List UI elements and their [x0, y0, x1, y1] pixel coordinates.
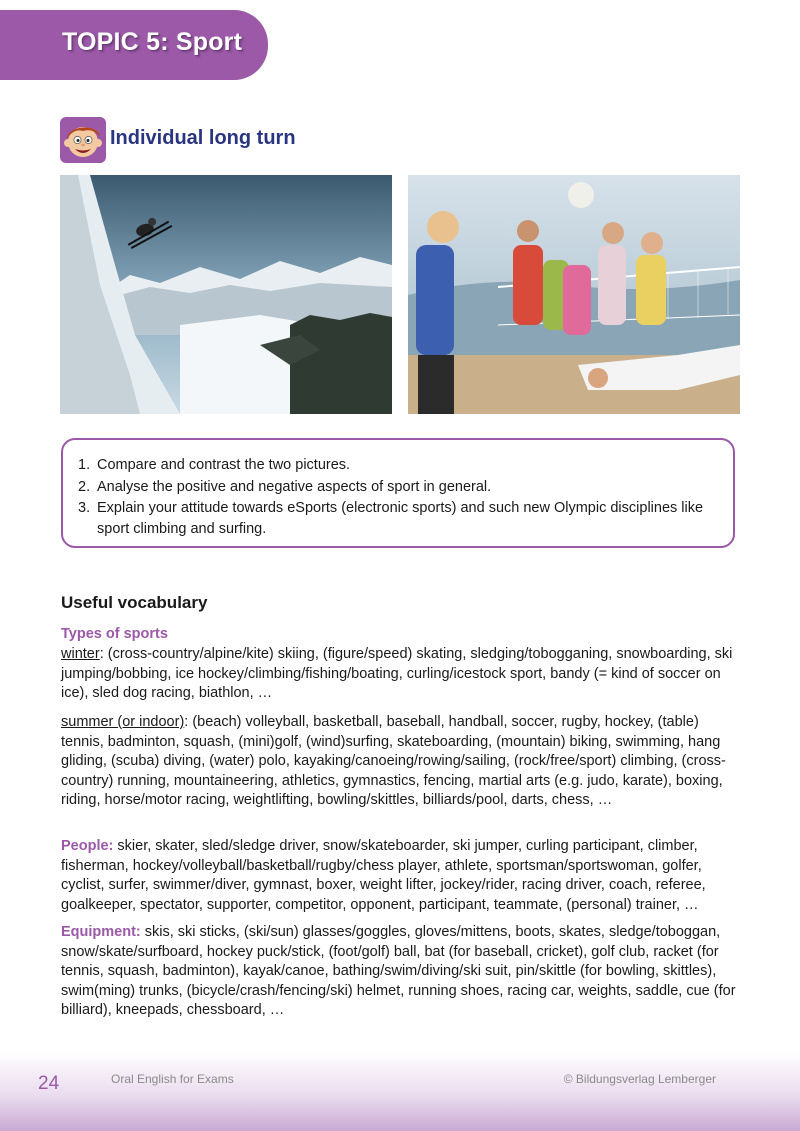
equipment-paragraph — [61, 923, 743, 1021]
topic-title: TOPIC 5: Sport — [62, 28, 243, 56]
copyright: © Bildungsverlag Lemberger — [563, 1072, 716, 1086]
people-paragraph — [61, 837, 743, 915]
task-number: 3. — [78, 500, 91, 516]
winter-sports-paragraph — [61, 645, 743, 704]
winter-label: winter — [61, 646, 100, 662]
beach-volleyball-photo — [408, 175, 740, 414]
footer-band — [0, 1052, 800, 1131]
people-label: People: — [61, 838, 114, 854]
book-title: Oral English for Exams — [111, 1072, 234, 1086]
types-of-sports-heading: Types of sports — [61, 626, 168, 642]
task-item — [78, 498, 728, 539]
summer-label: summer (or indoor) — [61, 714, 185, 730]
task-number: 1. — [78, 457, 91, 473]
ski-jump-photo — [60, 175, 392, 414]
task-list — [78, 455, 728, 540]
equipment-text: skis, ski sticks, (ski/sun) glasses/goggles, gloves/mittens, boots, skates, sledge/toboggan, snow/skate/surfboard, hockey puck/stick, (foot/golf) ball, bat (for baseball, cricket), golf club, racket (for tennis, squash, badminton), kayak/canoe, bathing/swim/diving/ski suit, pin/skittle (for bowling, skittles), swim(ming) trunks, (bicycle/crash/fencing/ski) helmet, running shoes, racing car, weights, saddle, cue (for billiard), kneepads, chessboard, … — [61, 924, 736, 1018]
page-number: 24 — [38, 1073, 60, 1094]
task-text: Explain your attitude towards eSports (electronic sports) and such new Olympic disciplines like sport climbing and surfing. — [97, 500, 704, 537]
summer-sports-text: : (beach) volleyball, basketball, baseball, handball, soccer, rugby, hockey, (table) tennis, badminton, squash, (mini)golf, (wind)surfing, skateboarding, (mountain) biking, swimming, hang gliding, (scuba) diving, (water) polo, kayaking/canoeing/rowing/sailing, (rock/free/sport) climbing, (cross-country) running, mountaineering, athletics, gymnastics, fencing, martial arts (e.g. judo, karate), boxing, riding, horse/motor racing, weightlifting, bowling/skittles, billiards/pool, darts, chess, … — [61, 714, 726, 808]
task-number: 2. — [78, 478, 91, 495]
people-text: skier, skater, sled/sledge driver, snow/skateboarder, ski jumper, curling participant, climber, fisherman, hockey/volleyball/basketball/rugby/chess player, athlete, sportsman/sportswoman, golfer, cyclist, surfer, swimmer/diver, gymnast, boxer, weight lifter, jockey/rider, racing driver, coach, referee, goalkeeper, spectator, supporter, competitor, opponent, participant, teammate, (personal) trainer, … — [61, 838, 706, 913]
vocabulary-heading: Useful vocabulary — [61, 593, 208, 612]
task-text: Compare and contrast the two pictures. — [97, 457, 351, 473]
winter-sports-text: : (cross-country/alpine/kite) skiing, (figure/speed) skating, sledging/tobogganing, snowboarding, ski jumping/bobbing, ice hockey/climbing/fishing/boating, curling/icestock sport, bandy (= kind of soccer on ice), sled dog racing, biathlon, … — [61, 646, 733, 701]
equipment-label: Equipment: — [61, 924, 141, 940]
cartoon-boy-icon — [60, 117, 106, 163]
section-title: Individual long turn — [110, 127, 296, 149]
task-item — [78, 477, 728, 498]
task-item — [78, 455, 728, 476]
task-text: Analyse the positive and negative aspects of sport in general. — [97, 478, 492, 495]
summer-sports-paragraph — [61, 713, 743, 811]
